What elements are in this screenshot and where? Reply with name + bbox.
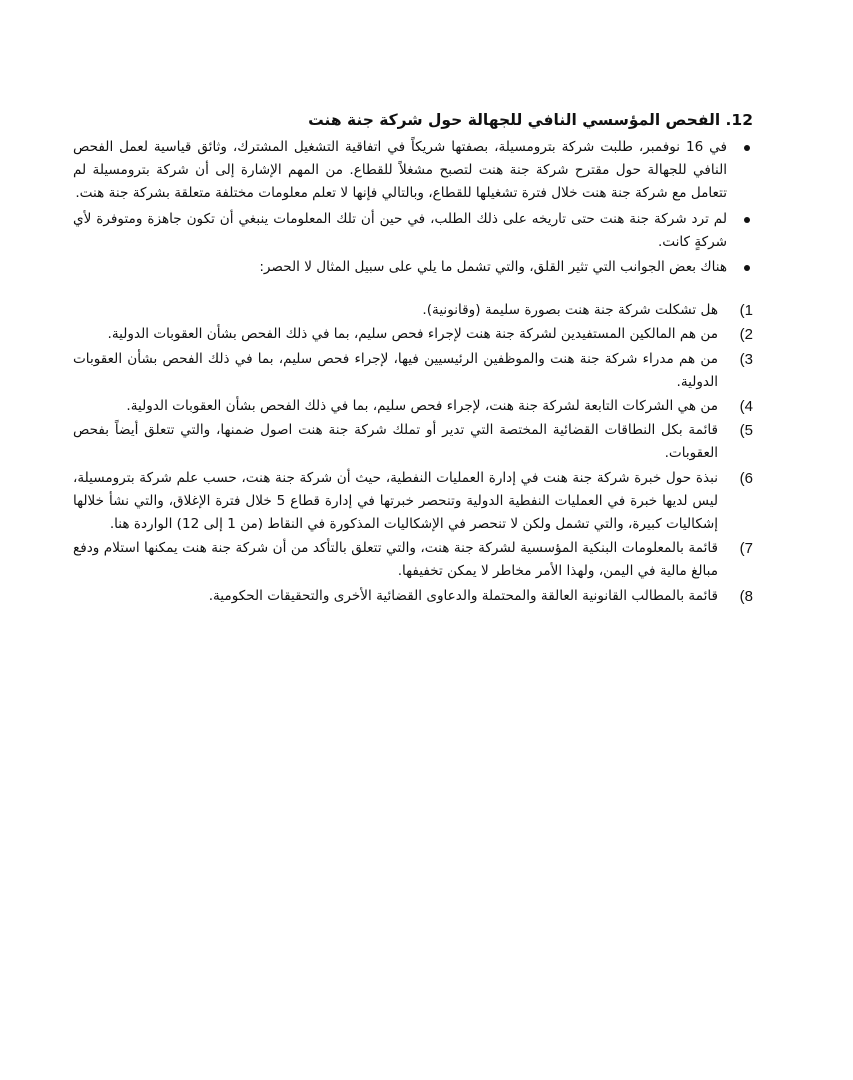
document-content — [73, 108, 753, 609]
bullet-item — [73, 256, 753, 279]
item-text: قائمة بالمطالب القانونية العالقة والمحتملة والدعاوى القضائية الأخرى والتحقيقات الحكومية. — [208, 587, 718, 604]
numbered-item — [73, 585, 753, 608]
bullet-item — [73, 136, 753, 206]
item-text: من هي الشركات التابعة لشركة جنة هنت، لإجراء فحص سليم، بما في ذلك الفحص بشأن العقوبات الدولية. — [126, 398, 718, 415]
bullet-item — [73, 208, 753, 254]
item-number: (3 — [739, 350, 753, 368]
bullet-list — [73, 136, 753, 279]
item-number: (7 — [739, 540, 753, 558]
bullet-icon — [744, 145, 750, 151]
numbered-item — [73, 299, 753, 322]
bullet-text: هناك بعض الجوانب التي تثير القلق، والتي تشمل ما يلي على سبيل المثال لا الحصر: — [259, 259, 727, 276]
item-number: (5 — [739, 422, 753, 440]
item-number: (6 — [739, 469, 753, 487]
item-text: من هم مدراء شركة جنة هنت والموظفين الرئيسيين فيها، لإجراء فحص سليم، بما في ذلك الفحص بشأن العقوبات الدولية. — [73, 350, 718, 390]
item-text: قائمة بالمعلومات البنكية المؤسسية لشركة جنة هنت، والتي تتعلق بالتأكد من أن شركة جنة هنت يمكنها استلام ودفع مبالغ مالية في اليمن، ولهذا الأمر مخاطر لا يمكن تخفيفها. — [73, 540, 718, 580]
numbered-item — [73, 323, 753, 346]
item-number: (2 — [739, 326, 753, 344]
item-number: (1 — [739, 302, 753, 320]
numbered-item — [73, 419, 753, 465]
item-number: (4 — [739, 398, 753, 416]
bullet-text: لم ترد شركة جنة هنت حتى تاريخه على ذلك الطلب، في حين أن تلك المعلومات ينبغي أن تكون جاهزة ومتوفرة لأي شركةٍ كانت. — [73, 210, 727, 250]
item-text: قائمة بكل النطاقات القضائية المختصة التي تدير أو تملك شركة جنة هنت اصول ضمنها، والتي تتعلق أيضاً بفحص العقوبات. — [73, 422, 718, 462]
bullet-icon — [744, 217, 750, 223]
item-text: نبذة حول خبرة شركة جنة هنت في إدارة العمليات النفطية، حيث أن شركة جنة هنت، حسب علم شركة بترومسيلة، ليس لديها خبرة في العمليات النفطية الدولية وتنحصر خبرتها في إدارة قطاع 5 خلال فترة الإغلاق، والتي نشأ خلالها إشكاليات كبيرة، والتي تشمل ولكن لا تنحصر في الإشكاليات المذكورة في النقاط (من 1 إلى 12) الواردة هنا. — [73, 469, 718, 533]
section-heading: 12. الفحص المؤسسي النافي للجهالة حول شركة جنة هنت — [308, 111, 753, 129]
bullet-icon — [744, 265, 750, 271]
numbered-item — [73, 395, 753, 418]
item-text: هل تشكلت شركة جنة هنت بصورة سليمة (وقانونية). — [422, 302, 718, 319]
item-text: من هم المالكين المستفيدين لشركة جنة هنت لإجراء فحص سليم، بما في ذلك الفحص بشأن العقوبات الدولية. — [107, 326, 718, 343]
numbered-item — [73, 537, 753, 583]
bullet-text: في 16 نوفمبر، طلبت شركة بترومسيلة، بصفتها شريكاً في اتفاقية التشغيل المشترك، وثائق قياسية لعمل الفحص النافي للجهالة حول مقترح شركة جنة هنت لتصبح مشغلاً للقطاع. من المهم الإشارة إلى أن شركة بترومسيلة لم تتعامل مع شركة جنة هنت خلال فترة تشغيلها للقطاع، وبالتالي فإنها لا تعلم معلومات مختلفة متعلقة بشركة جنة هنت. — [73, 139, 727, 202]
numbered-list — [73, 299, 753, 608]
numbered-item — [73, 348, 753, 394]
item-number: (8 — [739, 587, 753, 605]
numbered-item — [73, 467, 753, 537]
